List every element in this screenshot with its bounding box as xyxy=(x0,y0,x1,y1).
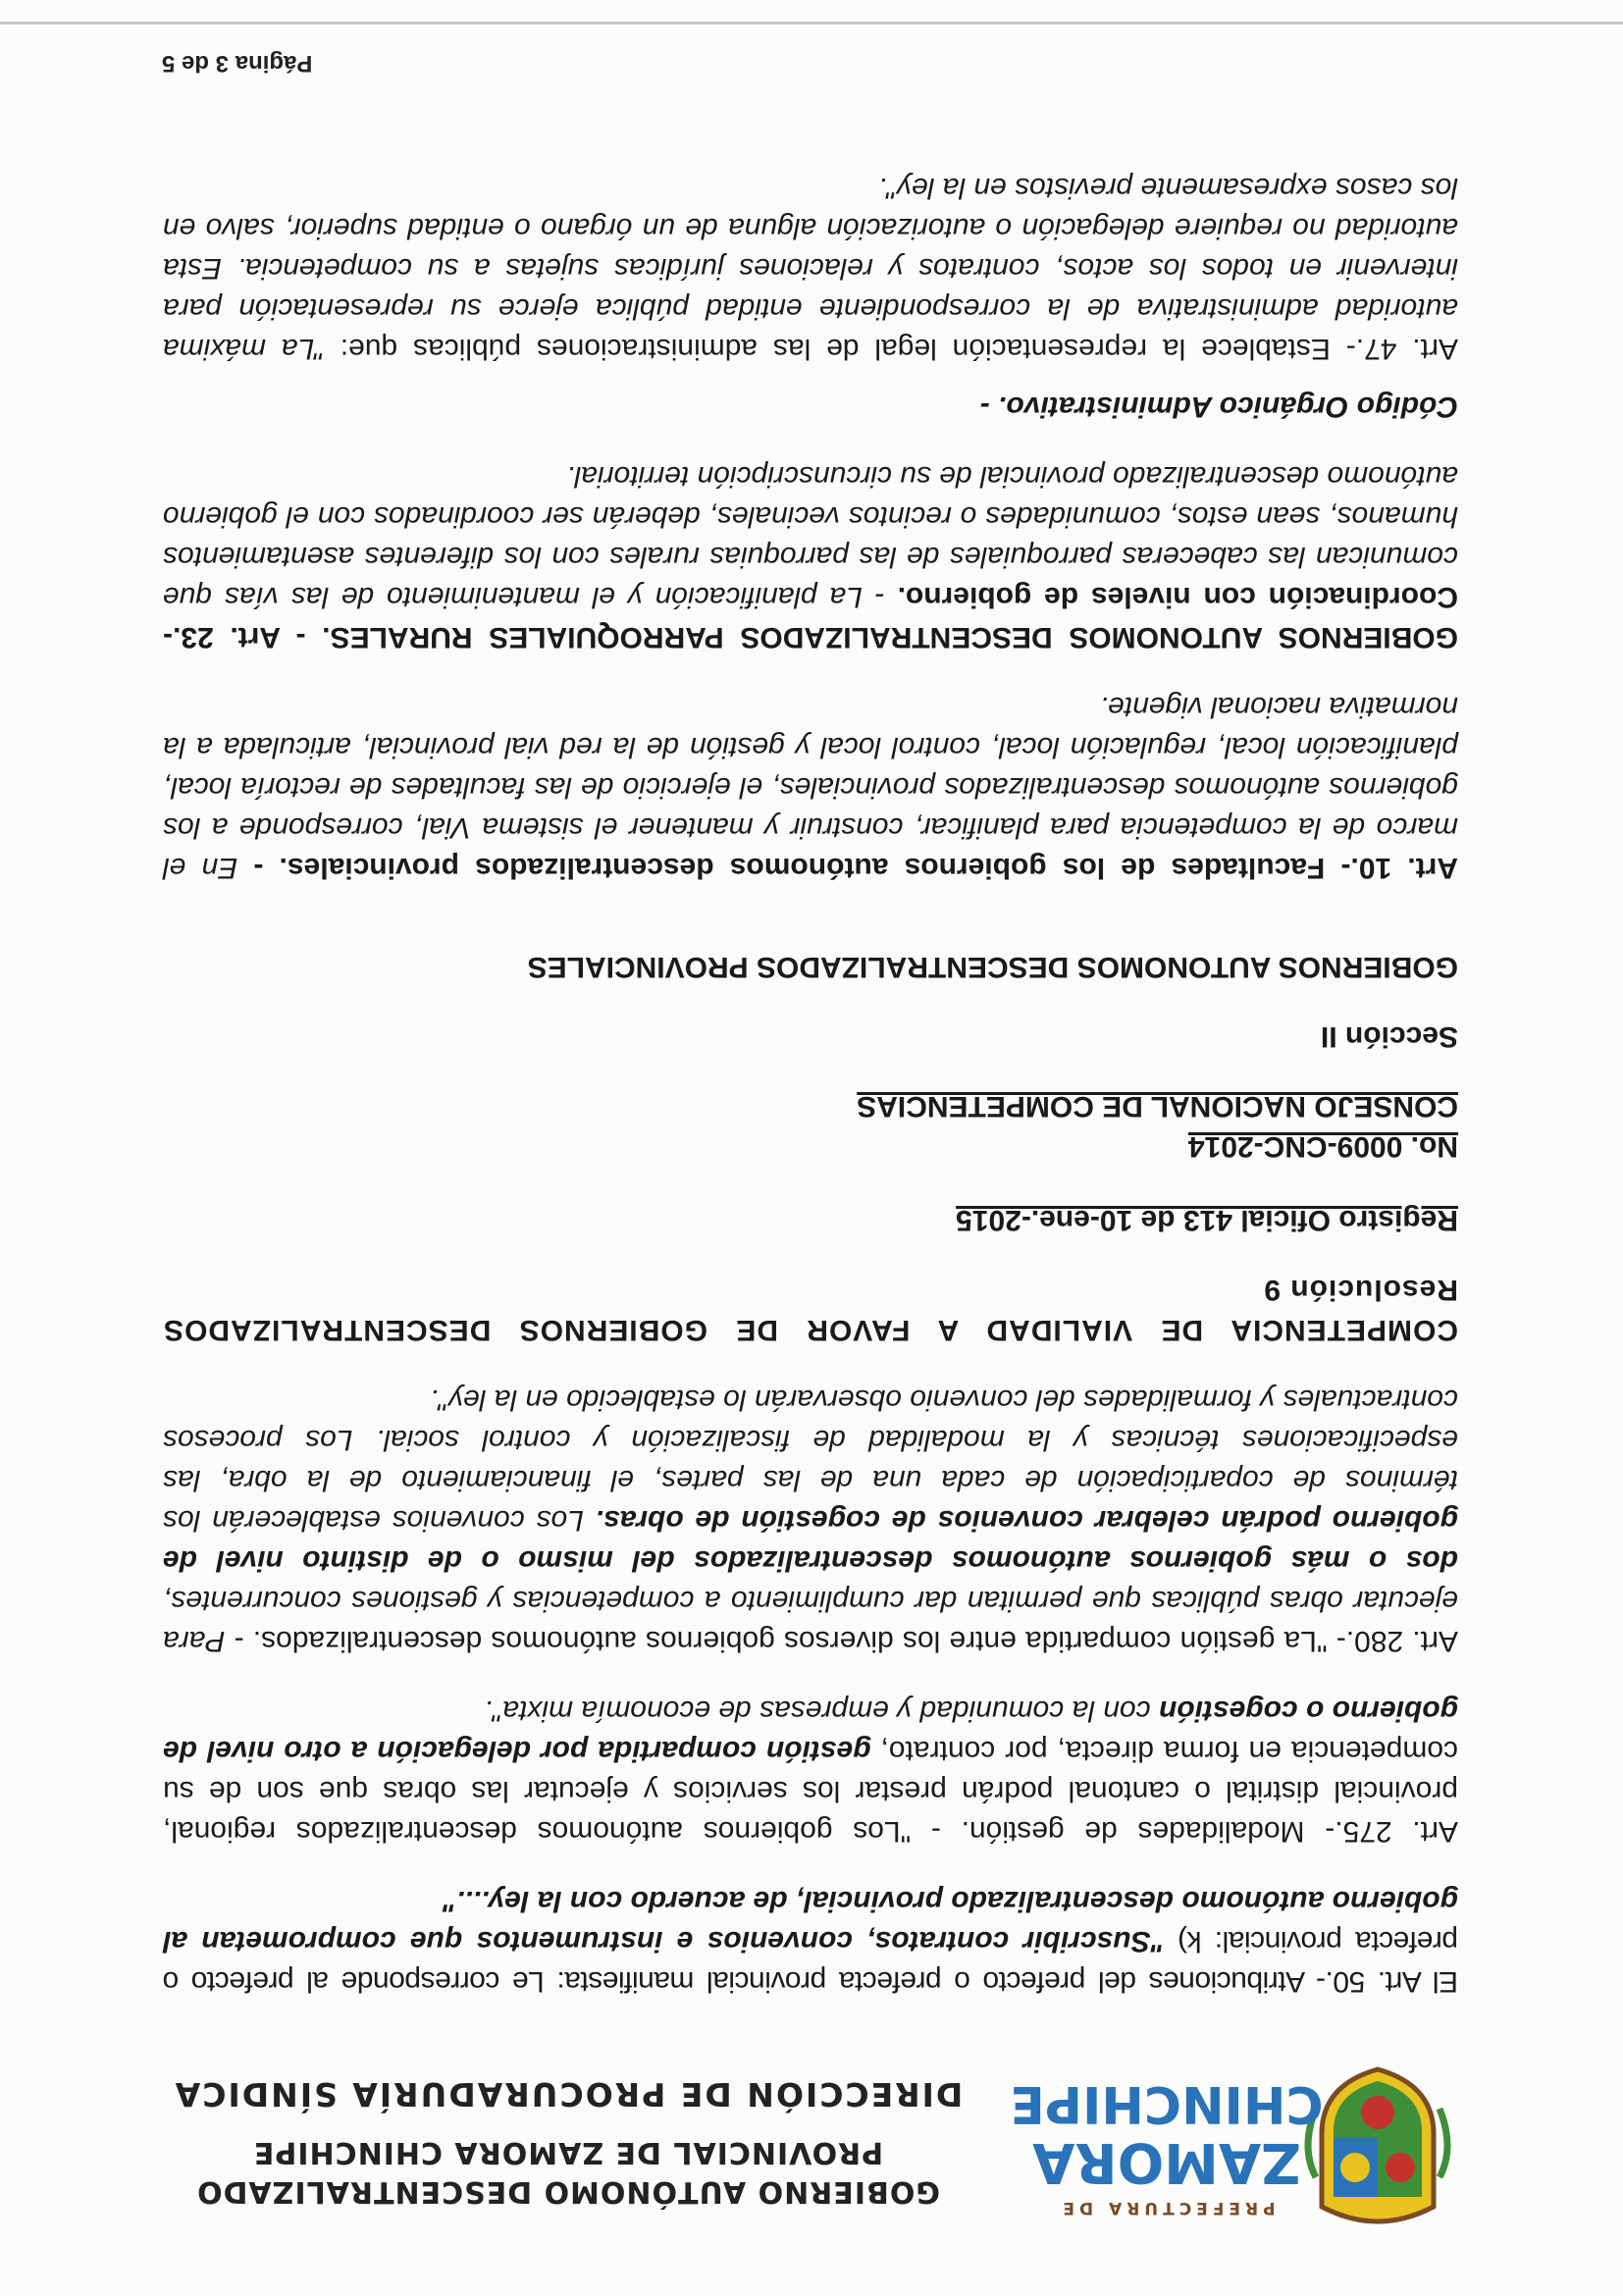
paragraph-art23 xyxy=(163,456,1458,657)
resolution-number: No. 0009-CNC-2014 xyxy=(1187,1130,1458,1163)
art50-text: El Art. 50.- Atribuciones del prefecto o prefecta provincial manifiesta: Le corresponde al prefecto o prefecta provincial: k) xyxy=(163,1925,1458,1998)
council-name: CONSEJO NACIONAL DE COMPETENCIAS xyxy=(857,1090,1458,1122)
art10-text: En el marco de la competencia para planificar, construir y mantener el sistema Vial, corresponde a los gobiernos autónomos descentralizados provinciales, el ejercicio de las facultades de rectoría local, planificación local, regulación local, control local y gestión de la red vial provincial, articulada a la normativa nacional vigente. xyxy=(162,691,1458,884)
section-2 xyxy=(163,687,1458,1057)
art50-quote: "Suscribir contratos, convenios e instrumentos que comprometan al gobierno autónomo descentralizado provincial, de acuerdo con la ley...." xyxy=(163,1885,1458,1957)
art275-bold: gestión compartida por delegación a otro nivel de gobierno o cogestión xyxy=(163,1695,1458,1767)
document-body xyxy=(163,138,1458,2002)
art275-end: con la comunidad y empresas de economía mixta". xyxy=(484,1695,1159,1727)
paragraph-art280 xyxy=(163,1380,1458,1661)
coat-of-arms-icon xyxy=(1308,2069,1447,2221)
institution-name-line1: GOBIERNO AUTÓNOMO DESCENTRALIZADO xyxy=(196,2174,940,2209)
art280-bold: dos o más gobiernos autónomos descentralizados del mismo o de distinto nivel de gobierno podrán celebrar convenios de cogestión de obras. xyxy=(163,1504,1458,1577)
page-number: Página 3 de 5 xyxy=(162,50,313,77)
art10-heading: Art. 10.- Facultades de los gobiernos autónomos descentralizados provinciales. - xyxy=(253,852,1458,884)
letterhead xyxy=(136,2065,1461,2232)
institution-block xyxy=(136,2069,1000,2211)
art23-text: - La planificación y el mantenimiento de las vías que comunican las cabeceras parroquiales de las parroquias rurales con los diferentes asentamientos humanos, sean estos, comunidades o recintos vecinales, deberán ser coordinados con el gobierno autónomo descentralizado provincial de su circunscripción territorial. xyxy=(162,460,1458,613)
paragraph-art50 xyxy=(163,1881,1458,2002)
resolution-block xyxy=(163,1086,1458,1350)
logo-top-text: PREFECTURA DE xyxy=(1058,2198,1276,2218)
scan-edge xyxy=(0,22,1623,25)
art275-text: Art. 275.- Modalidades de gestión. - "Los gobiernos autónomos descentralizados regional, provincial distrital o cantonal podrán prestar los servicios y ejecutar las obras que son de su competencia en forma directa, por contrato, xyxy=(163,1735,1458,1848)
paragraph-art47 xyxy=(163,168,1458,369)
art280-text: Art. 280.- "La gestión compartida entre los diversos gobiernos autónomos descentralizados. - xyxy=(225,1625,1458,1657)
paragraph-art275 xyxy=(163,1691,1458,1852)
prefectura-logo xyxy=(1000,2065,1461,2232)
art47-text: Art. 47.- Establece la representación legal de las administraciones públicas que: xyxy=(324,333,1458,365)
department-name: DIRECCIÓN DE PROCURADURÍA SÍNDICA xyxy=(173,2075,964,2113)
logo-name-line1: ZAMORA xyxy=(1032,2130,1301,2194)
logo-name-line2: CHINCHIPE xyxy=(1010,2074,1324,2133)
resolution-title: COMPETENCIA DE VIALIDAD A FAVOR DE GOBIERNOS DESCENTRALIZADOS Resolución 9 xyxy=(163,1274,1458,1346)
art23-heading: GOBIERNOS AUTONOMOS DESCENTRALIZADOS PARROQUIALES RURALES. - Art. 23.- Coordinación con niveles de gobierno. xyxy=(163,581,1458,653)
registro-oficial: Registro Oficial 413 de 10-ene.-2015 xyxy=(956,1204,1458,1236)
section-label: Sección II xyxy=(1320,1020,1458,1053)
art47-quote: "La máxima autoridad administrativa de la correspondiente entidad pública ejerce su representación para intervenir en todos los actos, contratos y relaciones jurídicas sujetas a su competencia. Esta autoridad no requiere delegación o autorización alguna de un órgano o entidad superior, salvo en los casos expresamente previstos en la ley". xyxy=(162,172,1458,365)
section-heading: GOBIERNOS AUTONOMOS DESCENTRALIZADOS PROVINCIALES xyxy=(527,951,1458,983)
paragraph-art10 xyxy=(163,687,1458,888)
art280-italic: Para ejecutar obras públicas que permitan dar cumplimiento a competencias y gestiones concurrentes, xyxy=(163,1585,1458,1657)
cootad-heading: Código Orgánico Administrativo. - xyxy=(979,391,1458,423)
art280-end: Los convenios establecerán los términos de coparticipación de cada una de las partes, el financiamiento de la obra, las especificaciones técnicas y la modalidad de fiscalización y control social. Los procesos contractuales y formalidades del convenio observarán lo establecido en la ley". xyxy=(163,1383,1458,1537)
institution-name-line2: PROVINCIAL DE ZAMORA CHINCHIPE xyxy=(252,2135,884,2169)
